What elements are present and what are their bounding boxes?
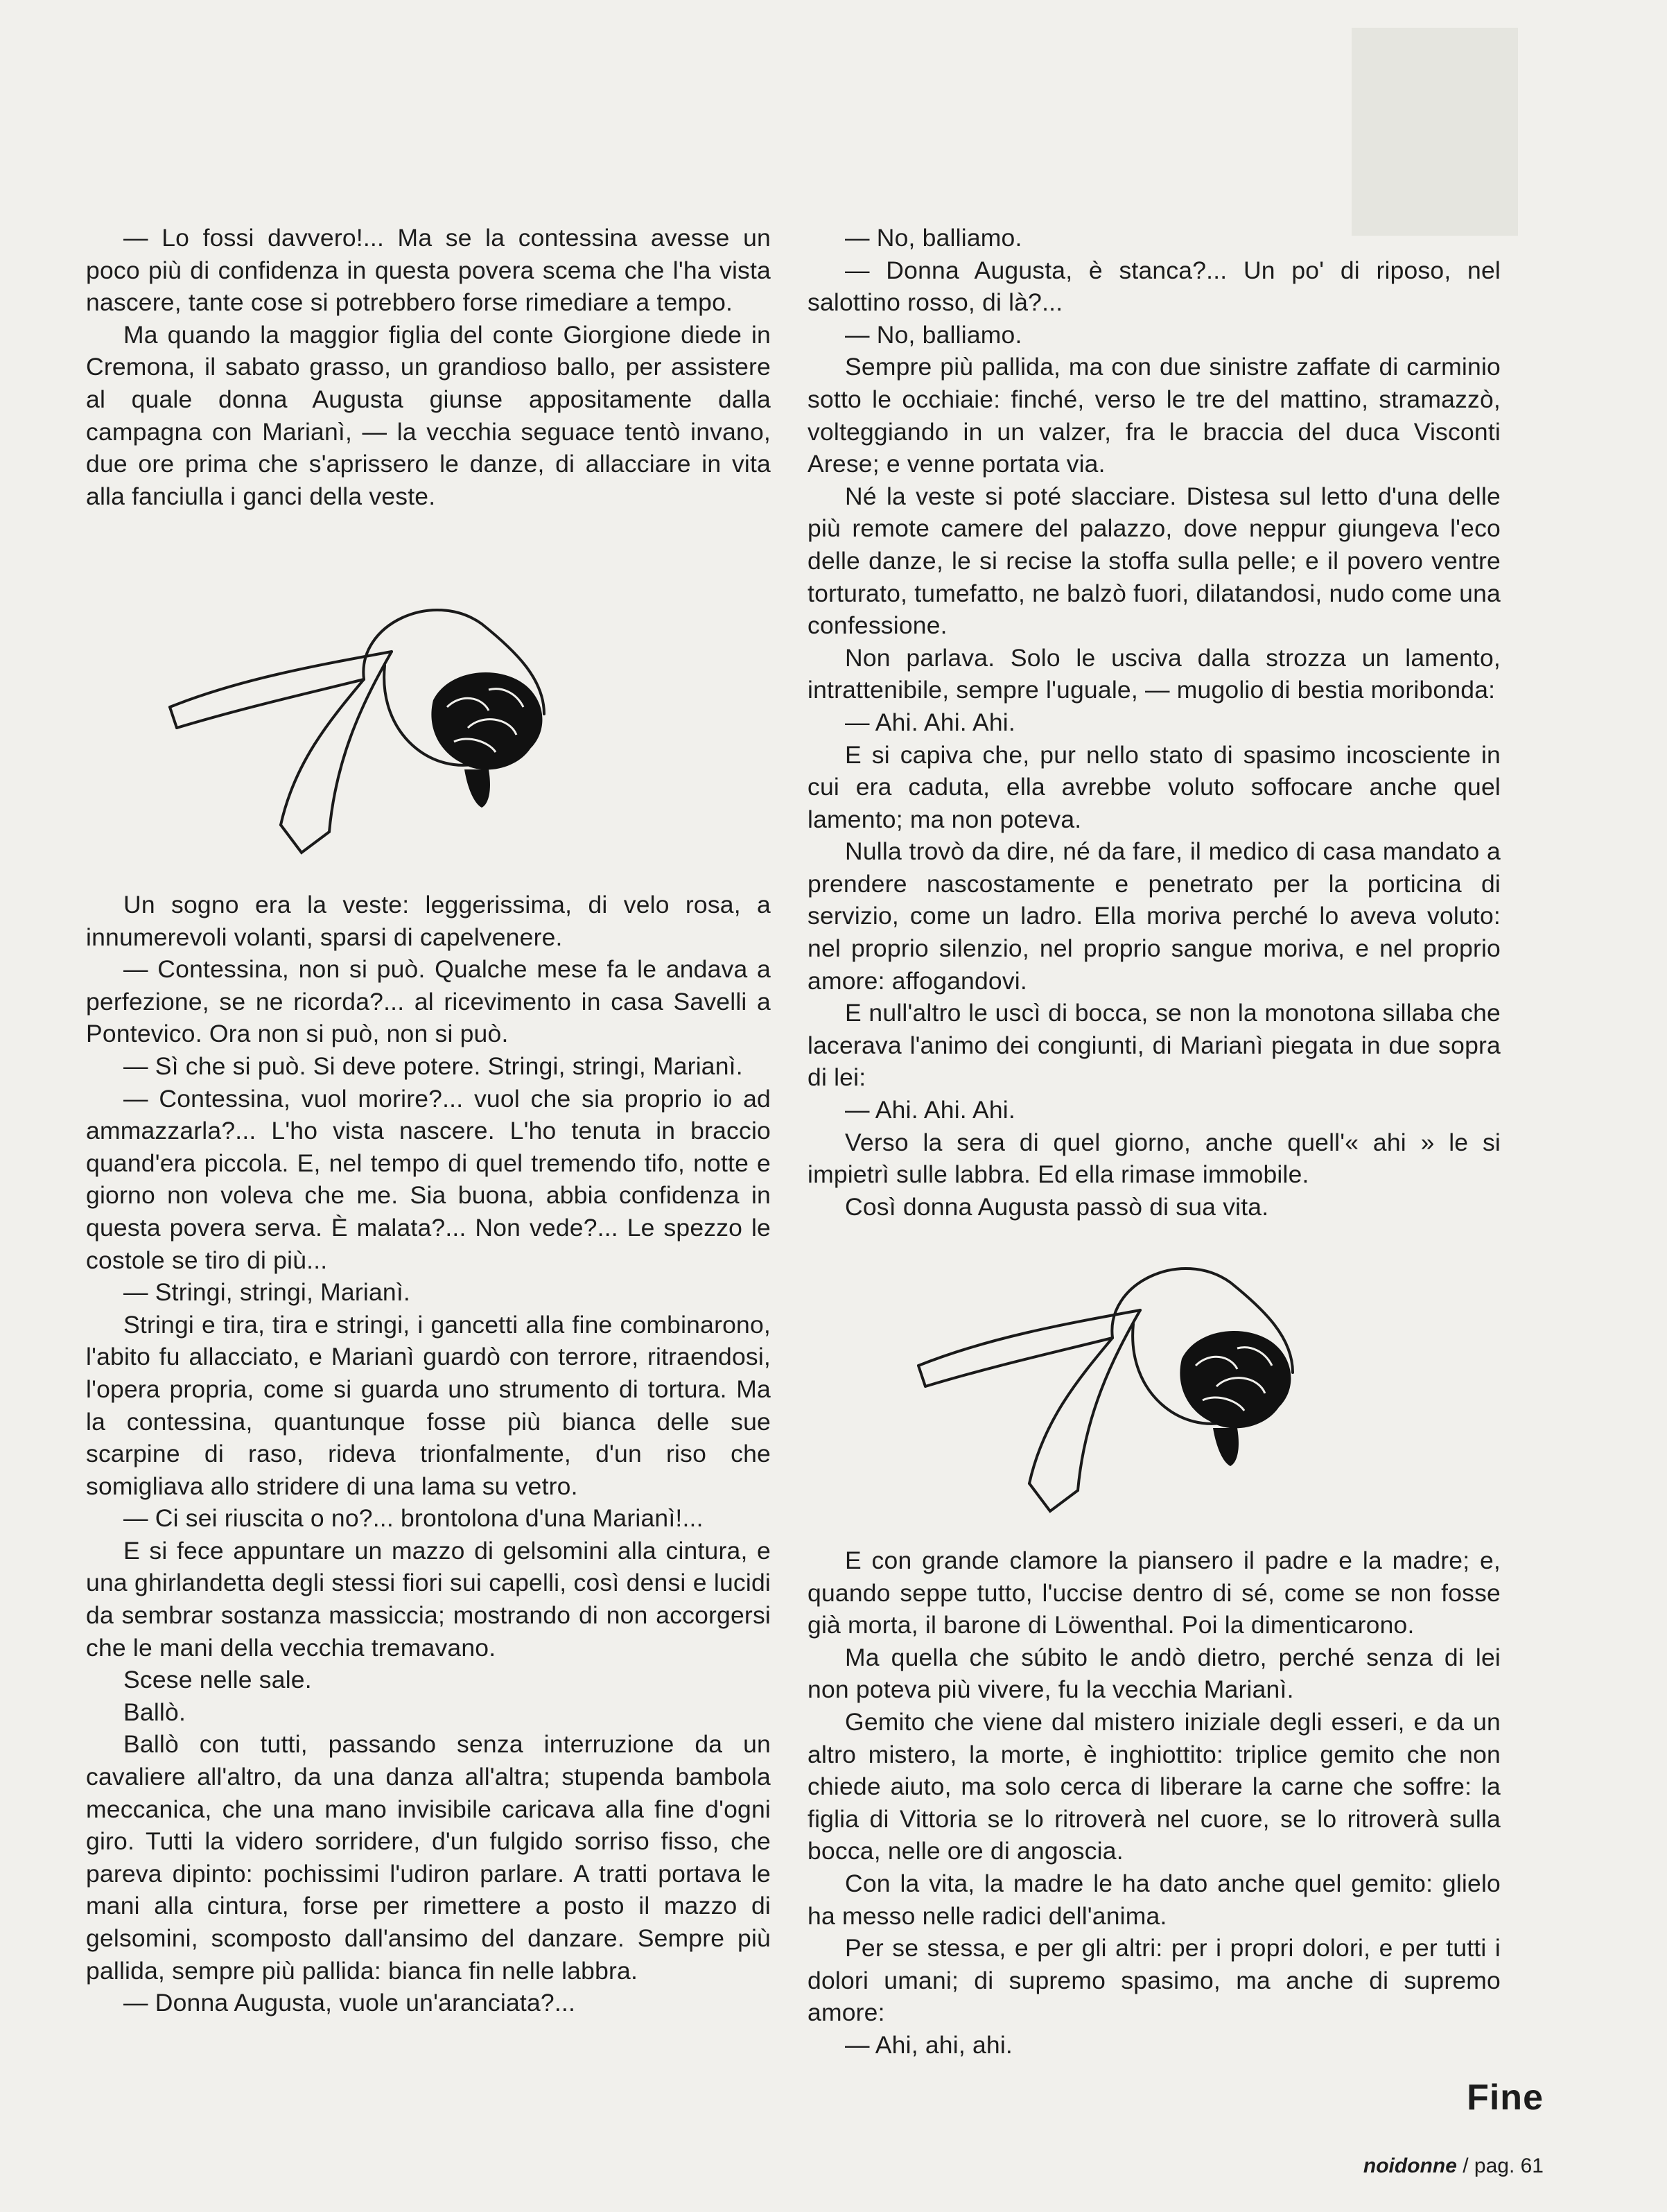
paragraph: Ballò.	[123, 1698, 186, 1726]
paragraph: — Contessina, non si può. Qualche mese fa le andava a perfezione, se ne ricorda?... al ricevimento in casa Savelli a Pontevico. Ora non si può, non si può.	[86, 955, 771, 1048]
end-mark: Fine	[1467, 2078, 1544, 2118]
paragraph: — Lo fossi davvero!... Ma se la contessina avesse un poco più di confidenza in questa povera scema che l'ha vista nascere, tante cose si potrebbero forse rimediare a tempo.	[86, 224, 771, 317]
paragraph: — Ahi, ahi, ahi.	[845, 2030, 1013, 2059]
paragraph: E si capiva che, pur nello stato di spasimo incosciente in cui era caduta, ella avrebbe voluto soffocare anche quel lamento; ma non poteva.	[808, 740, 1501, 833]
paragraph: — Donna Augusta, vuole un'aranciata?...	[123, 1989, 576, 2017]
paragraph: E con grande clamore la piansero il padre e la madre; e, quando seppe tutto, l'uccise dentro di sé, come se non fosse già morta, il barone di Löwenthal. Poi la dimenticarono.	[808, 1547, 1501, 1639]
ribbon-hat-vignette-icon	[156, 596, 572, 860]
paragraph: Con la vita, la madre le ha dato anche quel gemito: glielo ha messo nelle radici dell'anima.	[808, 1869, 1501, 1930]
paragraph: — Contessina, vuol morire?... vuol che sia proprio io ad ammazzarla?... L'ho vista nascere. L'ho tenuta in braccio quand'era piccola. E, nel tempo di quel tremendo tifo, notte e giorno non voleva che me. Sia buona, abbia confidenza in questa povera serva. È malata?... Non vede?... Le spezzo le costole se tiro di più...	[86, 1084, 771, 1274]
paragraph: Verso la sera di quel giorno, anche quell'« ahi » le si impietrì sulle labbra. Ed ella rimase immobile.	[808, 1128, 1501, 1189]
paragraph: Sempre più pallida, ma con due sinistre zaffate di carminio sotto le occhiaie: finché, verso le tre del mattino, stramazzò, volteggiando in un valzer, fra le braccia del duca Visconti Arese; e venne portata via.	[808, 353, 1501, 478]
paragraph: — Ahi. Ahi. Ahi.	[845, 708, 1015, 736]
paragraph: E null'altro le uscì di bocca, se non la monotona sillaba che lacerava l'animo dei congiunti, di Marianì piegata in due sopra di lei:	[808, 999, 1501, 1092]
paragraph: Nulla trovò da dire, né da fare, il medico di casa mandato a prendere nascostamente e penetrato per la porticina di servizio, come un ladro. Ella moriva perché lo aveva voluto: nel proprio silenzio, nel proprio sangue moriva, e nel proprio amore: affogandovi.	[808, 837, 1501, 995]
paragraph: Scese nelle sale.	[123, 1666, 312, 1694]
paragraph: Un sogno era la veste: leggerissima, di velo rosa, a innumerevoli volanti, sparsi di capelvenere.	[86, 891, 771, 951]
page-footer	[1363, 2154, 1544, 2178]
paragraph: — No, balliamo.	[845, 224, 1022, 252]
paragraph: Così donna Augusta passò di sua vita.	[845, 1192, 1269, 1221]
paragraph: E si fece appuntare un mazzo di gelsomini alla cintura, e una ghirlandetta degli stessi fiori sui capelli, così densi e lucidi da sembrar sostanza massiccia; mostrando di non accorgersi che le mani della vecchia tremavano.	[86, 1536, 771, 1662]
left-column-bottom	[86, 889, 771, 2019]
right-column-top	[808, 222, 1501, 1223]
paragraph: — Stringi, stringi, Marianì.	[123, 1278, 410, 1307]
paragraph: Gemito che viene dal mistero iniziale degli esseri, e da un altro mistero, la morte, è inghiottito: triplice gemito che non chiede aiuto, ma solo cerca di liberare la carne che soffre: la figlia di Vittoria se lo ritroverà nel cuore, se lo ritroverà sulla bocca, nelle ore di angoscia.	[808, 1707, 1501, 1865]
page-number: / pag. 61	[1456, 2154, 1544, 2177]
paragraph: Stringi e tira, tira e stringi, i gancetti alla fine combinarono, l'abito fu allacciato, e Marianì guardò con terrore, ritraendosi, l'opera propria, come si guarda uno strumento di tortura. Ma la contessina, quantunque fosse più bianca delle sue scarpine di raso, rideva trionfalmente, d'un riso che somigliava allo stridere di una lama su vetro.	[86, 1310, 771, 1500]
paragraph: — Donna Augusta, è stanca?... Un po' di riposo, nel salottino rosso, di là?...	[808, 256, 1501, 317]
magazine-brand: noidonne	[1363, 2154, 1457, 2177]
paragraph: — Sì che si può. Si deve potere. Stringi, stringi, Marianì.	[123, 1052, 743, 1080]
paragraph: — No, balliamo.	[845, 320, 1022, 349]
right-column-bottom	[808, 1544, 1501, 2062]
ribbon-hat-vignette-icon	[905, 1255, 1320, 1518]
paragraph: Non parlava. Solo le usciva dalla strozza un lamento, intrattenibile, sempre l'uguale, — mugolio di bestia moribonda:	[808, 643, 1501, 704]
paragraph: Ma quando la maggior figlia del conte Giorgione diede in Cremona, il sabato grasso, un grandioso ballo, per assistere al quale donna Augusta giunse appositamente dalla campagna con Marianì, — la vecchia seguace tentò invano, due ore prima che s'aprissero le danze, di allacciare in vita alla fanciulla i ganci della veste.	[86, 320, 771, 510]
paragraph: Per se stessa, e per gli altri: per i propri dolori, e per tutti i dolori umani; di supremo spasimo, ma anche di supremo amore:	[808, 1934, 1501, 2027]
paragraph: Ma quella che súbito le andò dietro, perché senza di lei non poteva più vivere, fu la vecchia Marianì.	[808, 1643, 1501, 1704]
bleed-through-smudge	[1352, 28, 1518, 236]
paragraph: Ballò con tutti, passando senza interruzione da un cavaliere all'altro, da una danza all'altra; stupenda bambola meccanica, che una mano invisibile caricava alla fine d'ogni giro. Tutti la videro sorridere, d'un fulgido sorriso fisso, che pareva dipinto: pochissimi l'udiron parlare. A tratti portava le mani alla cintura, forse per rimettere a posto il mazzo di gelsomini, scomposto dall'ansimo del danzare. Sempre più pallida, sempre più pallida: bianca fin nelle labbra.	[86, 1730, 771, 1985]
paragraph: Né la veste si poté slacciare. Distesa sul letto d'una delle più remote camere del palazzo, dove neppur giungeva l'eco delle danze, le si recise la stoffa sulla pelle; e il povero ventre torturato, tumefatto, ne balzò fuori, dilatandosi, nudo come una confessione.	[808, 482, 1501, 640]
left-column-top	[86, 222, 771, 512]
paragraph: — Ci sei riuscita o no?... brontolona d'una Marianì!...	[123, 1504, 704, 1533]
paragraph: — Ahi. Ahi. Ahi.	[845, 1096, 1015, 1124]
